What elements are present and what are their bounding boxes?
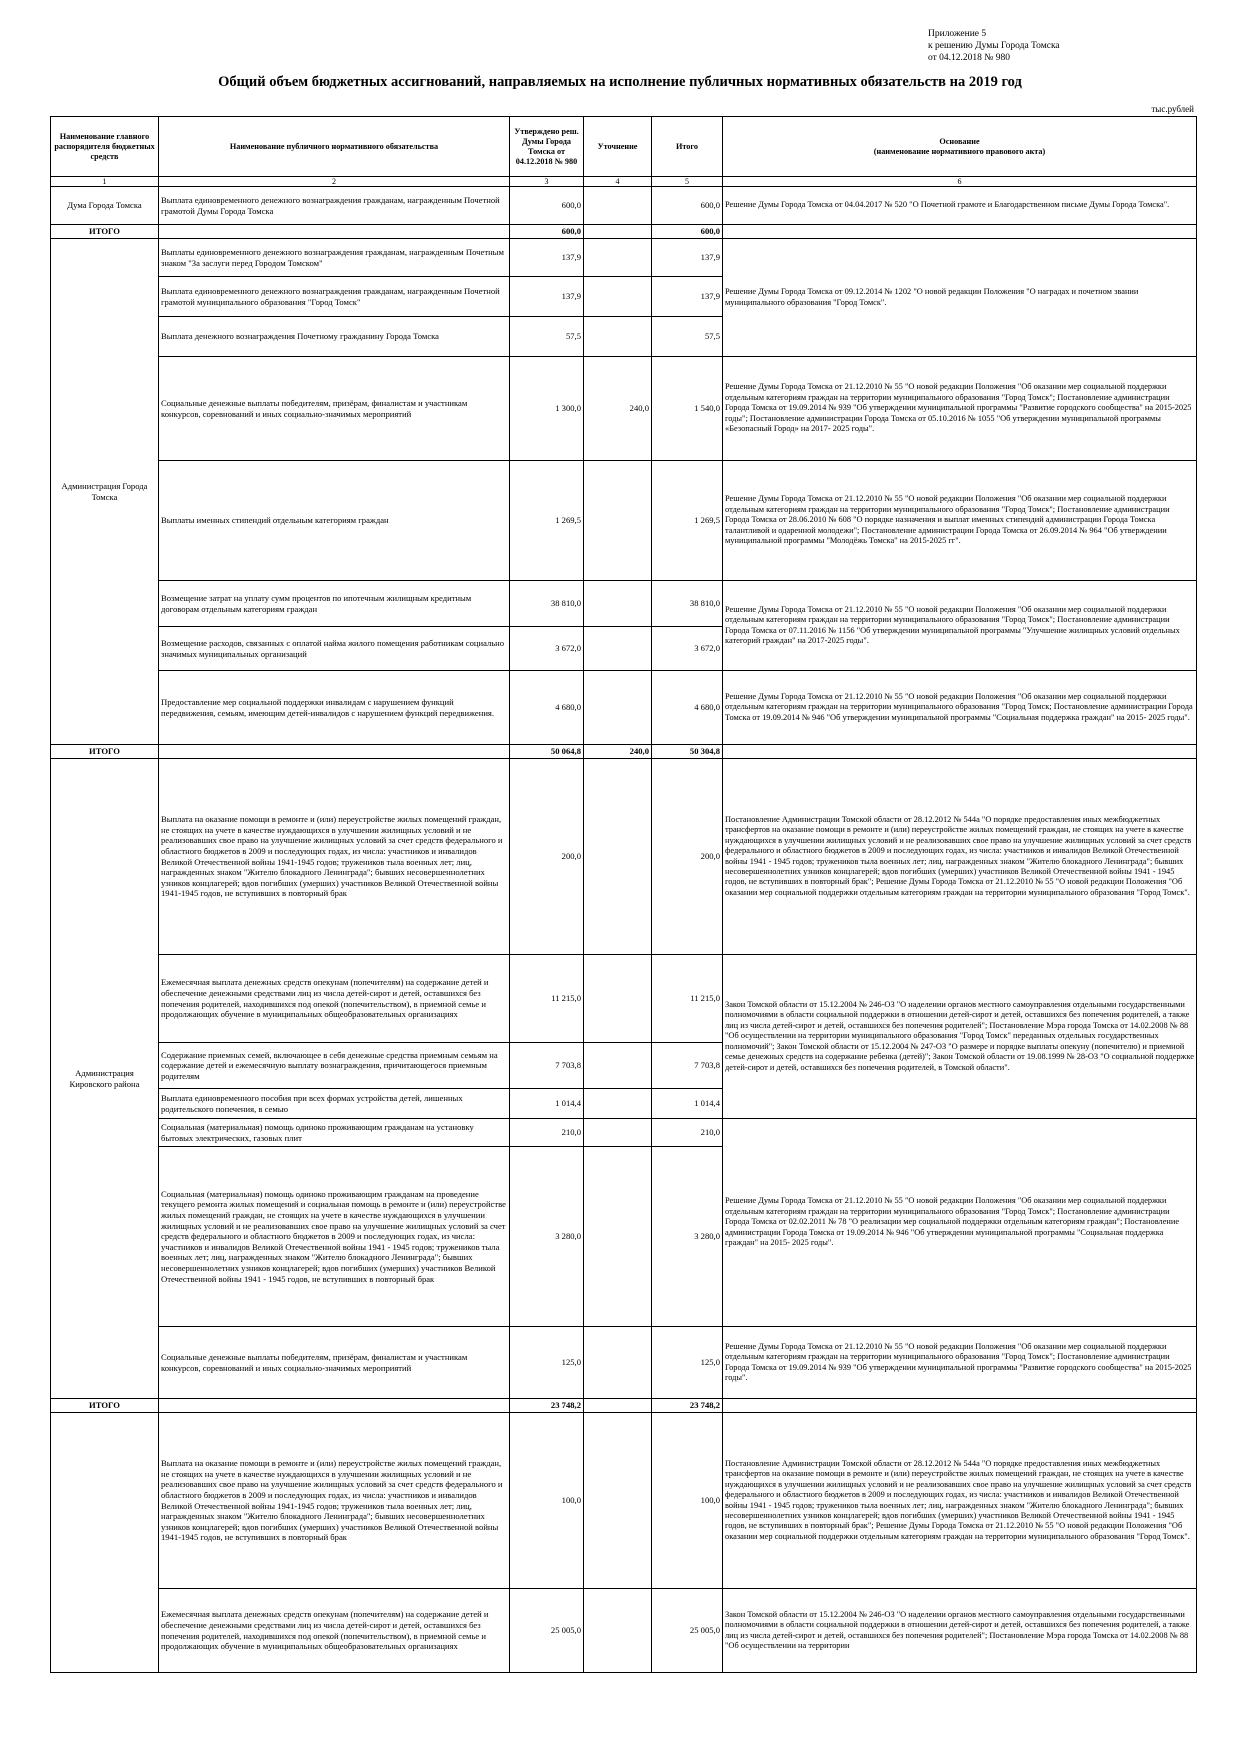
obligations-table	[50, 116, 1197, 1673]
itogo-total: 23 748,2	[652, 1399, 723, 1413]
change-value	[584, 671, 652, 745]
change-value	[584, 581, 652, 627]
change-value	[584, 1327, 652, 1399]
approved-value: 100,0	[510, 1413, 584, 1589]
total-value: 38 810,0	[652, 581, 723, 627]
obligation-name: Выплата единовременного денежного вознаграждения гражданам, награжденным Почетной грамотой Думы Города Томска	[159, 187, 510, 225]
basis-text: Решение Думы Города Томска от 21.12.2010 № 55 "О новой редакции Положения "Об оказании мер социальной поддержки отдельным категориям граждан на территории муниципального образования "Город Томск"; Постановление администрации Города Томска от 19.09.2014 № 939 "Об утверждении муниципальной программы "Развитие городского сообщества" на 2015-2025 годы"; Постановление администрации Города Томска от 05.10.2016 № 1055 "Об утверждении муниципальной программы «Безопасный Город» на 2017- 2025 годы".	[723, 357, 1197, 461]
header-total: Итого	[652, 117, 723, 177]
change-value	[584, 1147, 652, 1327]
approved-value: 210,0	[510, 1119, 584, 1147]
change-value	[584, 239, 652, 277]
column-number: 3	[510, 177, 584, 187]
manager-name: Администрация Города Томска	[51, 239, 159, 745]
approved-value: 1 269,5	[510, 461, 584, 581]
total-value: 25 005,0	[652, 1589, 723, 1673]
basis-text: Закон Томской области от 15.12.2004 № 246-ОЗ "О наделении органов местного самоуправления отдельными государственными полномочиями в области социальной поддержки в отношении детей-сирот и детей, оставшихся без попечения родителей, а также лиц из числа детей-сирот и детей, оставшихся без попечения родителей"; Постановление Мэра города Томска от 14.02.2008 № 88 "Об осуществлении на территории	[723, 1589, 1197, 1673]
itogo-empty	[723, 1399, 1197, 1413]
obligation-name: Выплата на оказание помощи в ремонте и (или) переустройстве жилых помещений граждан, не стоящих на учете в качестве нуждающихся в улучшении жилищных условий и не реализовавших свое право на улучшение жилищных условий за счет средств федерального и областного бюджетов в 2009 и последующих годах, из числа: участников и инвалидов Великой Отечественной войны 1941-1945 годов; тружеников тыла военных лет; лиц, награжденных знаком "Жителю блокадного Ленинграда"; бывших несовершеннолетних узников концлагерей; вдов погибших (умерших) участников Великой Отечественной войны 1941-1945 годов, не вступивших в повторный брак	[159, 1413, 510, 1589]
approved-value: 600,0	[510, 187, 584, 225]
approved-value: 11 215,0	[510, 955, 584, 1043]
approved-value: 25 005,0	[510, 1589, 584, 1673]
column-numbers-row	[51, 177, 1197, 187]
obligation-name: Выплаты единовременного денежного вознаграждения гражданам, награжденным Почетным знаком "За заслуги перед Городом Томском"	[159, 239, 510, 277]
itogo-total: 50 304,8	[652, 745, 723, 759]
total-value: 210,0	[652, 1119, 723, 1147]
total-value: 4 680,0	[652, 671, 723, 745]
column-number: 1	[51, 177, 159, 187]
itogo-change	[584, 1399, 652, 1413]
itogo-change: 240,0	[584, 745, 652, 759]
change-value	[584, 759, 652, 955]
approved-value: 137,9	[510, 239, 584, 277]
change-value	[584, 1043, 652, 1089]
approved-value: 137,9	[510, 277, 584, 317]
approved-value: 38 810,0	[510, 581, 584, 627]
change-value	[584, 461, 652, 581]
itogo-label: ИТОГО	[51, 745, 159, 759]
itogo-label: ИТОГО	[51, 1399, 159, 1413]
change-value	[584, 1589, 652, 1673]
total-value: 11 215,0	[652, 955, 723, 1043]
table-row	[51, 187, 1197, 225]
change-value	[584, 1089, 652, 1119]
itogo-empty	[159, 745, 510, 759]
itogo-empty	[723, 225, 1197, 239]
basis-text: Закон Томской области от 15.12.2004 № 246-ОЗ "О наделении органов местного самоуправления отдельными государственными полномочиями в области социальной поддержки в отношении детей-сирот и детей, оставшихся без попечения родителей, а также лиц из числа детей-сирот и детей, оставшихся без попечения родителей"; Постановление Мэра города Томска от 14.02.2008 № 88 "Об осуществлении на территории муниципального образования "Город Томск" переданных отдельных государственных полномочий"; Закон Томской области от 15.12.2004 № 247-ОЗ "О размере и порядке выплаты опекуну (попечителю) и приемной семье денежных средств на содержание ребенка (детей)"; Закон Томской области от 19.08.1999 № 28-ОЗ "О социальной поддержке детей-сирот и детей, оставшихся без попечения родителей, в Томской области".	[723, 955, 1197, 1119]
itogo-row	[51, 745, 1197, 759]
total-value: 3 280,0	[652, 1147, 723, 1327]
obligation-name: Ежемесячная выплата денежных средств опекунам (попечителям) на содержание детей и обеспечение денежными средствами лиц из числа детей-сирот и детей, оставшихся без попечения родителей, находившихся под опекой (попечительством), в приемной семье и продолжающих обучение в муниципальных общеобразовательных организациях	[159, 1589, 510, 1673]
header-basis	[723, 117, 1197, 177]
table-row	[51, 955, 1197, 1043]
change-value	[584, 317, 652, 357]
header-obligation: Наименование публичного нормативного обязательства	[159, 117, 510, 177]
obligation-name: Возмещение затрат на уплату сумм процентов по ипотечным жилищным кредитным договорам отдельным категориям граждан	[159, 581, 510, 627]
obligation-name: Предоставление мер социальной поддержки инвалидам с нарушением функций передвижения, семьям, имеющим детей-инвалидов с нарушением функций передвижения.	[159, 671, 510, 745]
table-row	[51, 1327, 1197, 1399]
header-approved: Утверждено реш. Думы Города Томска от 04.12.2018 № 980	[510, 117, 584, 177]
approved-value: 3 280,0	[510, 1147, 584, 1327]
header-basis-subtitle: (наименование нормативного правового акта)	[873, 146, 1046, 156]
itogo-empty	[159, 1399, 510, 1413]
itogo-empty	[723, 745, 1197, 759]
appendix-line: к решению Думы Города Томска	[928, 41, 1060, 51]
approved-value: 57,5	[510, 317, 584, 357]
approved-value: 1 014,4	[510, 1089, 584, 1119]
basis-text: Постановление Администрации Томской области от 28.12.2012 № 544а "О порядке предоставления иных межбюджетных трансфертов на оказание помощи в ремонте и (или) переустройстве жилых помещений граждан, не стоящих на учете в качестве нуждающихся в улучшении жилищных условий и не реализовавших свое право на улучшение жилищных условий за счет средств федерального и областного бюджетов в 2009 и последующих годах, из числа: участников и инвалидов Великой Отечественной войны 1941 - 1945 годов; тружеников тыла военных лет; лиц, награжденных знаком "Жителю блокадного Ленинграда"; бывших несовершеннолетних узников концлагерей; вдов погибших (умерших) участников Великой Отечественной войны 1941 - 1945 годов, не вступивших в повторный брак"; Решение Думы Города Томска от 21.12.2010 № 55 "О новой редакции Положения "Об оказании мер социальной поддержки отдельным категориям граждан на территории муниципального образования "Город Томск".	[723, 759, 1197, 955]
change-value	[584, 187, 652, 225]
basis-text: Решение Думы Города Томска от 21.12.2010 № 55 "О новой редакции Положения "Об оказании мер социальной поддержки отдельным категориям граждан на территории муниципального образования "Город Томск"; Постановление администрации Города Томска от 02.02.2011 № 78 "О реализации мер социальной поддержки отдельным категориям граждан"; Постановление администрации Города Томска от 19.09.2014 № 946 "Об утверждении муниципальной программы "Социальная поддержка граждан" на 2015- 2025 годы".	[723, 1119, 1197, 1327]
column-number: 5	[652, 177, 723, 187]
obligation-name: Выплата денежного вознаграждения Почетному гражданину Города Томска	[159, 317, 510, 357]
table-row	[51, 1119, 1197, 1147]
approved-value: 4 680,0	[510, 671, 584, 745]
table-row	[51, 1589, 1197, 1673]
total-value: 100,0	[652, 1413, 723, 1589]
units-label: тыс.рублей	[1151, 104, 1194, 114]
approved-value: 200,0	[510, 759, 584, 955]
header-row	[51, 117, 1197, 177]
obligation-name: Выплаты именных стипендий отдельным категориям граждан	[159, 461, 510, 581]
obligation-name: Социальная (материальная) помощь одиноко проживающим гражданам на проведение текущего ремонта жилых помещений и социальная помощь в ремонте и (или) переустройстве жилых помещений граждан, не стоящих на учете в качестве нуждающихся в улучшении жилищных условий и не реализовавших свое право на улучшение жилищных условий за счет средств федерального и областного бюджетов в 2009 и последующих годах, из числа: участников и инвалидов Великой Отечественной войны 1941 - 1945 годов; тружеников тыла военных лет; лиц, награжденных знаком "Жителю блокадного Ленинграда"; бывших несовершеннолетних узников концлагерей; вдов погибших (умерших) участников Великой Отечественной войны 1941 - 1945 годов, не вступивших в повторный брак	[159, 1147, 510, 1327]
column-number: 2	[159, 177, 510, 187]
appendix-note	[928, 28, 1060, 64]
column-number: 6	[723, 177, 1197, 187]
itogo-label: ИТОГО	[51, 225, 159, 239]
table-row	[51, 357, 1197, 461]
obligation-name: Возмещение расходов, связанных с оплатой найма жилого помещения работникам социально значимых муниципальных организаций	[159, 627, 510, 671]
table-row	[51, 759, 1197, 955]
manager-name: Администрация Кировского района	[51, 759, 159, 1399]
table-row	[51, 239, 1197, 277]
obligation-name: Выплата единовременного денежного вознаграждения гражданам, награжденным Почетной грамотой муниципального образования "Город Томск"	[159, 277, 510, 317]
total-value: 3 672,0	[652, 627, 723, 671]
change-value: 240,0	[584, 357, 652, 461]
total-value: 1 014,4	[652, 1089, 723, 1119]
itogo-approved: 23 748,2	[510, 1399, 584, 1413]
obligation-name: Ежемесячная выплата денежных средств опекунам (попечителям) на содержание детей и обеспечение денежными средствами лиц из числа детей-сирот и детей, оставшихся без попечения родителей, находившихся под опекой (попечительством), в приемной семье и продолжающих обучение в муниципальных общеобразовательных организациях	[159, 955, 510, 1043]
table-row	[51, 461, 1197, 581]
header-manager: Наименование главного распорядителя бюджетных средств	[51, 117, 159, 177]
approved-value: 1 300,0	[510, 357, 584, 461]
total-value: 137,9	[652, 239, 723, 277]
total-value: 200,0	[652, 759, 723, 955]
total-value: 7 703,8	[652, 1043, 723, 1089]
obligation-name: Социальная (материальная) помощь одиноко проживающим гражданам на установку бытовых электрических, газовых плит	[159, 1119, 510, 1147]
approved-value: 7 703,8	[510, 1043, 584, 1089]
itogo-row	[51, 225, 1197, 239]
basis-text: Решение Думы Города Томска от 21.12.2010 № 55 "О новой редакции Положения "Об оказании мер социальной поддержки отдельным категориям граждан на территории муниципального образования "Город Томск; Постановление администрации Города Томска от 19.09.2014 № 946 "Об утверждении муниципальной программы "Социальная поддержка граждан" на 2015- 2025 годы".	[723, 671, 1197, 745]
itogo-change	[584, 225, 652, 239]
total-value: 1 269,5	[652, 461, 723, 581]
itogo-empty	[159, 225, 510, 239]
obligation-name: Социальные денежные выплаты победителям, призёрам, финалистам и участникам конкурсов, соревнований и иных социально-значимых мероприятий	[159, 357, 510, 461]
basis-text: Решение Думы Города Томска от 09.12.2014 № 1202 "О новой редакции Положения "О наградах и почетном звании муниципального образования "Город Томск".	[723, 239, 1197, 357]
itogo-approved: 600,0	[510, 225, 584, 239]
change-value	[584, 1119, 652, 1147]
basis-text: Решение Думы Города Томска от 21.12.2010 № 55 "О новой редакции Положения "Об оказании мер социальной поддержки отдельным категориям граждан на территории муниципального образования "Город Томск"; Постановление администрации Города Томска от 19.09.2014 № 939 "Об утверждении муниципальной программы "Развитие городского сообщества" на 2015-2025 годы".	[723, 1327, 1197, 1399]
appendix-line: от 04.12.2018 № 980	[928, 53, 1010, 63]
approved-value: 125,0	[510, 1327, 584, 1399]
obligation-name: Выплата единовременного пособия при всех формах устройства детей, лишенных родительского попечения, в семью	[159, 1089, 510, 1119]
appendix-line: Приложение 5	[928, 29, 987, 39]
itogo-approved: 50 064,8	[510, 745, 584, 759]
basis-text: Решение Думы Города Томска от 21.12.2010 № 55 "О новой редакции Положения "Об оказании мер социальной поддержки отдельным категориям граждан на территории муниципального образования "Город Томск"; Постановление администрации Города Томска от 28.06.2010 № 608 "О порядке назначения и выплат именных стипендий администрации Города Томска талантливой и одаренной молодежи"; Постановление администрации Города Томска от 26.09.2014 № 964 "Об утверждении муниципальной программы "Молодёжь Томска" на 2015-2025 гг".	[723, 461, 1197, 581]
manager-name-empty	[51, 1413, 159, 1673]
itogo-total: 600,0	[652, 225, 723, 239]
document-title: Общий объем бюджетных ассигнований, направляемых на исполнение публичных нормативных обязательств на 2019 год	[218, 74, 1022, 90]
total-value: 600,0	[652, 187, 723, 225]
approved-value: 3 672,0	[510, 627, 584, 671]
column-number: 4	[584, 177, 652, 187]
change-value	[584, 277, 652, 317]
obligation-name: Социальные денежные выплаты победителям, призёрам, финалистам и участникам конкурсов, соревнований и иных социально-значимых мероприятий	[159, 1327, 510, 1399]
basis-text: Решение Думы Города Томска от 04.04.2017 № 520 "О Почетной грамоте и Благодарственном письме Думы Города Томска".	[723, 187, 1197, 225]
obligation-name: Выплата на оказание помощи в ремонте и (или) переустройстве жилых помещений граждан, не стоящих на учете в качестве нуждающихся в улучшении жилищных условий и не реализовавших свое право на улучшение жилищных условий за счет средств федерального и областного бюджетов в 2009 и последующих годах, из числа: участников и инвалидов Великой Отечественной войны 1941-1945 годов; тружеников тыла военных лет; лиц, награжденных знаком "Жителю блокадного Ленинграда"; бывших несовершеннолетних узников концлагерей; вдов погибших (умерших) участников Великой Отечественной войны 1941-1945 годов, не вступивших в повторный брак	[159, 759, 510, 955]
total-value: 57,5	[652, 317, 723, 357]
total-value: 125,0	[652, 1327, 723, 1399]
change-value	[584, 1413, 652, 1589]
header-change: Уточнение	[584, 117, 652, 177]
change-value	[584, 627, 652, 671]
itogo-row	[51, 1399, 1197, 1413]
header-basis-title: Основание	[939, 136, 980, 146]
obligation-name: Содержание приемных семей, включающее в себя денежные средства приемным семьям на содержание детей и ежемесячную выплату вознаграждения, причитающегося приемным родителям	[159, 1043, 510, 1089]
manager-name: Дума Города Томска	[51, 187, 159, 225]
table-row	[51, 671, 1197, 745]
table-row	[51, 1413, 1197, 1589]
basis-text: Постановление Администрации Томской области от 28.12.2012 № 544а "О порядке предоставления иных межбюджетных трансфертов на оказание помощи в ремонте и (или) переустройстве жилых помещений граждан, не стоящих на учете в качестве нуждающихся в улучшении жилищных условий и не реализовавших свое право на улучшение жилищных условий за счет средств федерального и областного бюджетов в 2009 и последующих годах, из числа: участников и инвалидов Великой Отечественной войны 1941 - 1945 годов; тружеников тыла военных лет; лиц, награжденных знаком "Жителю блокадного Ленинграда"; бывших несовершеннолетних узников концлагерей; вдов погибших (умерших) участников Великой Отечественной войны 1941 - 1945 годов, не вступивших в повторный брак"; Решение Думы Города Томска от 21.12.2010 № 55 "О новой редакции Положения "Об оказании мер социальной поддержки отдельным категориям граждан на территории муниципального образования "Город Томск".	[723, 1413, 1197, 1589]
change-value	[584, 955, 652, 1043]
table-row	[51, 581, 1197, 627]
total-value: 137,9	[652, 277, 723, 317]
total-value: 1 540,0	[652, 357, 723, 461]
basis-text: Решение Думы Города Томска от 21.12.2010 № 55 "О новой редакции Положения "Об оказании мер социальной поддержки отдельным категориям граждан на территории муниципального образования "Город Томск"; Постановление администрации Города Томска от 07.11.2016 № 1156 "Об утверждении муниципальной программы "Улучшение жилищных условий отдельных категорий граждан" на 2017-2025 годы".	[723, 581, 1197, 671]
